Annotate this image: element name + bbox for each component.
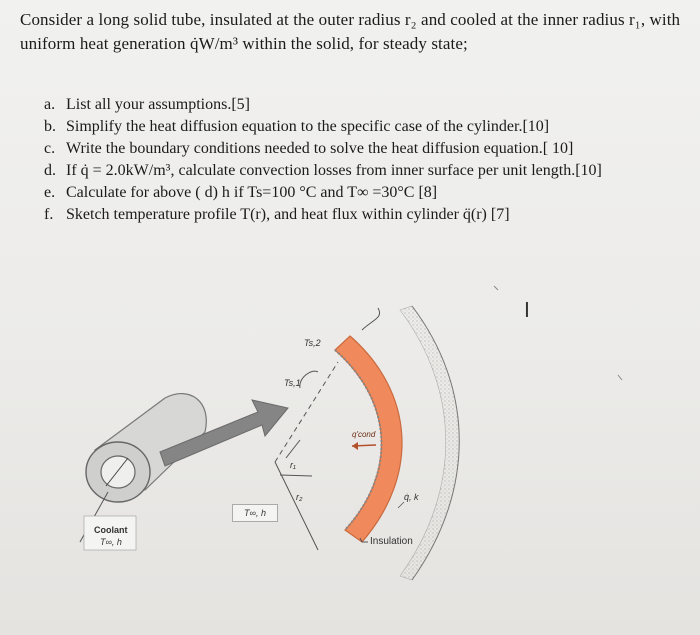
generation-conductivity-label: q̇, k [404,492,419,502]
cylinder-figure [0,280,700,635]
insulation-label: Insulation [370,536,413,547]
question-text: Simplify the heat diffusion equation to the specific case of the cylinder.[10] [66,118,550,135]
question-d [44,160,684,182]
question-label: d. [44,162,56,179]
question-a [44,94,684,116]
tube-wall-section [335,336,402,542]
outer-radius-label: r₂ [296,492,303,502]
question-text: Sketch temperature profile T(r), and heat flux within cylinder q̈(r) [7] [66,206,510,223]
question-e [44,182,684,204]
question-label: b. [44,118,56,135]
fluid-conditions-label: T∞, h [232,504,278,522]
question-list [44,94,684,226]
coolant-conditions-label: T∞, h [100,537,122,547]
question-text: Write the boundary conditions needed to solve the heat diffusion equation.[ 10] [66,140,574,157]
conduction-heat-label: q'cond [352,430,376,439]
coolant-label: Coolant [94,525,128,535]
question-label: f. [44,206,54,223]
inner-radius-label: r₁ [290,460,296,470]
question-b [44,116,684,138]
figure-drawing [0,280,700,635]
question-text: List all your assumptions.[5] [66,96,250,113]
question-label: e. [44,184,56,201]
question-text: If q̇ = 2.0kW/m³, calculate convection losses from inner surface per unit length.[10] [66,162,602,179]
problem-statement: Consider a long solid tube, insulated at the outer radius r₂ and cooled at the inner radius r₁, with uniform heat generation q̇W/m³ within the solid, for steady state; [20,10,681,53]
text-cursor-icon: I [524,298,530,322]
surface-temp-2-label: Ts,2 [304,338,321,348]
question-label: c. [44,140,56,157]
question-label: a. [44,96,56,113]
question-f [44,204,684,226]
surface-temp-1-label: Ts,1 [284,378,301,388]
radius-lines [275,362,338,550]
question-c [44,138,684,160]
question-text: Calculate for above ( d) h if Ts=100 °C and T∞ =30°C [8] [66,184,438,201]
